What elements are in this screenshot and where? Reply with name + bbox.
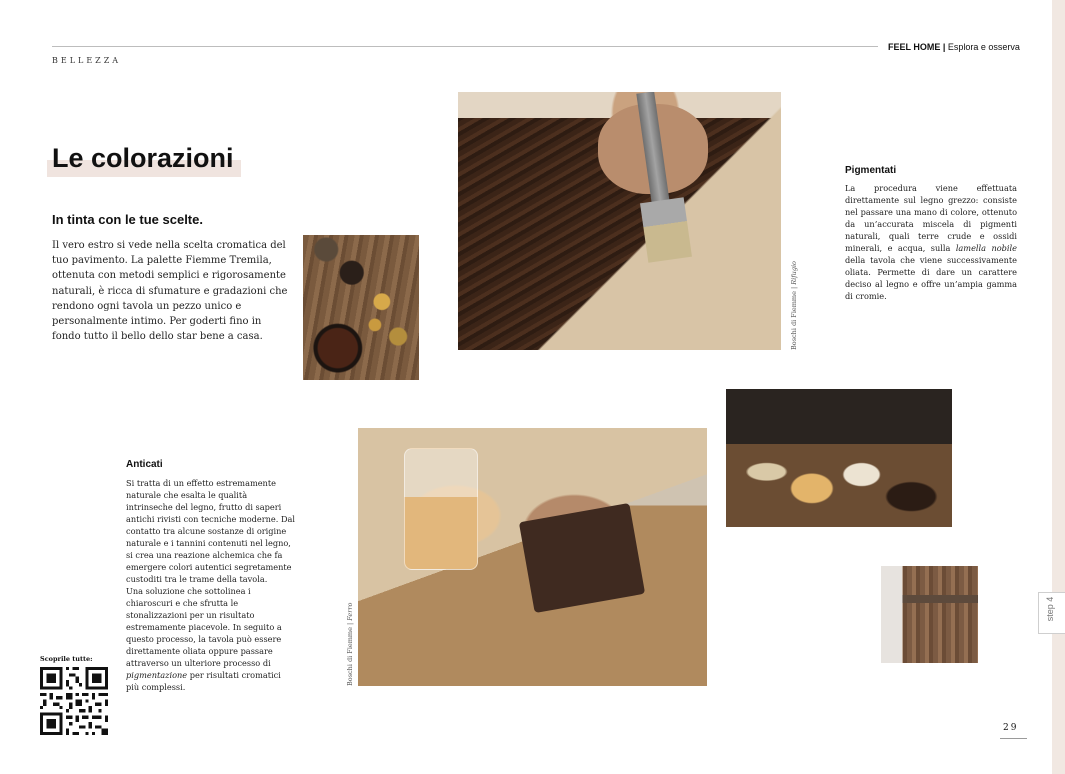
page-number-rule	[1000, 738, 1027, 739]
brand-tagline: Esplora e osserva	[945, 42, 1020, 52]
photo-credit-rifugio	[790, 261, 798, 350]
step-tab-label[interactable]: step 4	[1045, 596, 1055, 622]
page-number: 29	[1003, 723, 1019, 733]
glass-shape	[404, 448, 478, 570]
photo-credit-rifugio-name: Rifugio	[790, 261, 798, 285]
qr-label: Scoprile tutte:	[40, 655, 93, 663]
brand-name: FEEL HOME |	[888, 42, 946, 52]
sanding-block	[519, 503, 645, 613]
brand-header	[888, 42, 1020, 52]
brush-painting-photo	[458, 92, 781, 350]
section-label: BELLEZZA	[52, 56, 122, 65]
anticati-text-italic: pigmentazione	[126, 670, 188, 680]
pigmentati-text-1: La procedura viene effettuata direttamente sul legno grezzo: consiste nel passare una mano di colore, ottenuto da un’accurata miscela di pigmenti naturali, quali terre crude e ossidi minerali, e acqua, sulla	[845, 183, 1017, 253]
pigments-photo	[303, 235, 419, 380]
anticati-text-2a: Una soluzione che sottolinea i chiaroscuri e che sfrutta le stonalizzazioni per un risultato estremamente piacevole. In seguito a questo processo, la tavola può essere direttamente oliata oppure passare attraverso un ulteriore processo di	[126, 586, 282, 668]
pigmentati-heading: Pigmentati	[845, 165, 897, 176]
page-title: Le colorazioni	[52, 143, 234, 173]
photo-credit-ferro-text: Boschi di Fiemme |	[346, 620, 354, 686]
intro-paragraph: Il vero estro si vede nella scelta cromatica del tuo pavimento. La palette Fiemme Tremila, ottenuta con metodi semplici e rigorosamente naturali, è ricca di sfumature e gradazioni che rendono ogni tavola un pezzo unico e personalmente intimo. Per goderti fino in fondo tutto il bello dello star bene a casa.	[52, 240, 288, 343]
pigmentati-paragraph	[845, 182, 1017, 302]
bottles-photo	[726, 389, 952, 527]
photo-credit-ferro	[346, 603, 354, 686]
pigmentati-text-2: della tavola che viene successivamente oliata. Permette di dare un carattere deciso al legno e offre un’ampia gamma di cromie.	[845, 255, 1017, 301]
qr-code[interactable]	[40, 667, 108, 735]
pigmentati-text-italic: lamella nobile	[955, 243, 1018, 253]
sanding-photo	[358, 428, 707, 686]
brush-head	[640, 197, 692, 263]
anticati-paragraph	[126, 477, 296, 693]
page-subtitle: In tinta con le tue scelte.	[52, 212, 203, 227]
wood-detail-photo	[881, 566, 978, 663]
photo-credit-ferro-name: Ferro	[346, 602, 354, 621]
anticati-text-2b: per risultati cromatici più complessi.	[126, 670, 281, 692]
photo-credit-rifugio-text: Boschi di Fiemme |	[790, 284, 798, 350]
anticati-text-1: Si tratta di un effetto estremamente naturale che esalta le qualità intrinseche del legno, frutto di saperi antichi rivisti con tecniche moderne. Dal contatto tra alcune sostanze di origine naturale e i tannini contenuti nel legno, si crea una reazione alchemica che fa emergere colori autentici segretamente custoditi tra le trame della tavola.	[126, 478, 296, 584]
header-divider	[52, 46, 878, 47]
anticati-heading: Anticati	[126, 459, 163, 470]
side-tab-strip	[1052, 0, 1065, 774]
